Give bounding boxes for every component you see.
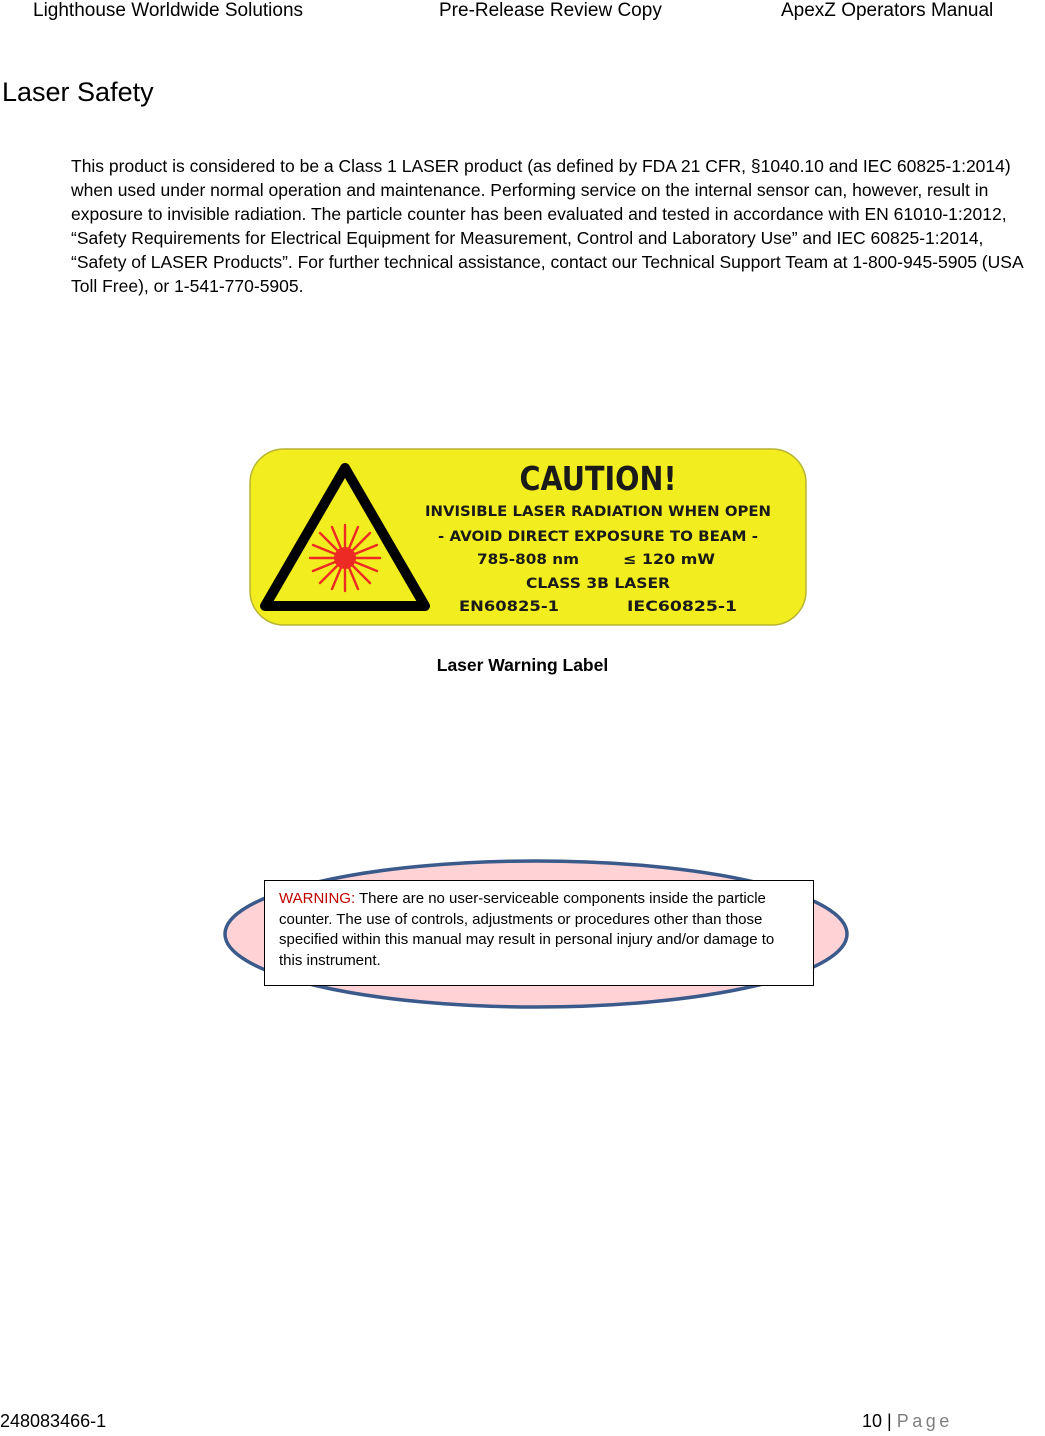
caution-heading: CAUTION! xyxy=(519,459,677,498)
standard-en: EN60825-1 xyxy=(459,599,559,615)
warning-callout xyxy=(264,880,814,986)
header-manual-title: ApexZ Operators Manual xyxy=(781,0,994,21)
footer-page-indicator xyxy=(862,1410,953,1432)
header-company: Lighthouse Worldwide Solutions xyxy=(33,0,304,21)
standard-iec: IEC60825-1 xyxy=(627,599,737,615)
avoid-exposure-line: - AVOID DIRECT EXPOSURE TO BEAM - xyxy=(438,529,758,545)
page-separator: | xyxy=(882,1411,897,1431)
warning-text: There are no user-serviceable components inside the particle counter. The use of controls, adjustments or procedures other than those specified within this manual may result in personal injury and/or damage to this instrument. xyxy=(279,890,775,969)
warning-label: WARNING: xyxy=(279,890,356,907)
laser-safety-paragraph: This product is considered to be a Class 1 LASER product (as defined by FDA 21 CFR, §1040.10 and IEC 60825-1:2014) when used under normal operation and maintenance. Performing service on the internal sensor can, however, result in exposure to invisible radiation. The particle counter has been evaluated and tested in accordance with EN 61010-1:2012, “Safety Requirements for Electrical Equipment for Measurement, Control and Laboratory Use” and IEC 60825-1:2014, “Safety of LASER Products”. For further technical assistance, contact our Technical Support Team at 1-800-945-5905 (USA Toll Free), or 1-541-770-5905. xyxy=(71,156,1023,297)
power-value: ≤ 120 mW xyxy=(623,552,715,568)
laser-class: CLASS 3B LASER xyxy=(526,576,670,592)
figure-caption: Laser Warning Label xyxy=(436,655,609,675)
section-title: Laser Safety xyxy=(2,77,154,107)
wavelength-value: 785-808 nm xyxy=(477,552,579,568)
page-word: Page xyxy=(896,1411,953,1431)
page-number: 10 xyxy=(862,1411,883,1431)
radiation-warning-line: INVISIBLE LASER RADIATION WHEN OPEN xyxy=(425,504,771,520)
laser-warning-label xyxy=(249,448,807,626)
footer-doc-number: 248083466-1 xyxy=(0,1411,107,1431)
header-review-status: Pre-Release Review Copy xyxy=(439,0,662,21)
